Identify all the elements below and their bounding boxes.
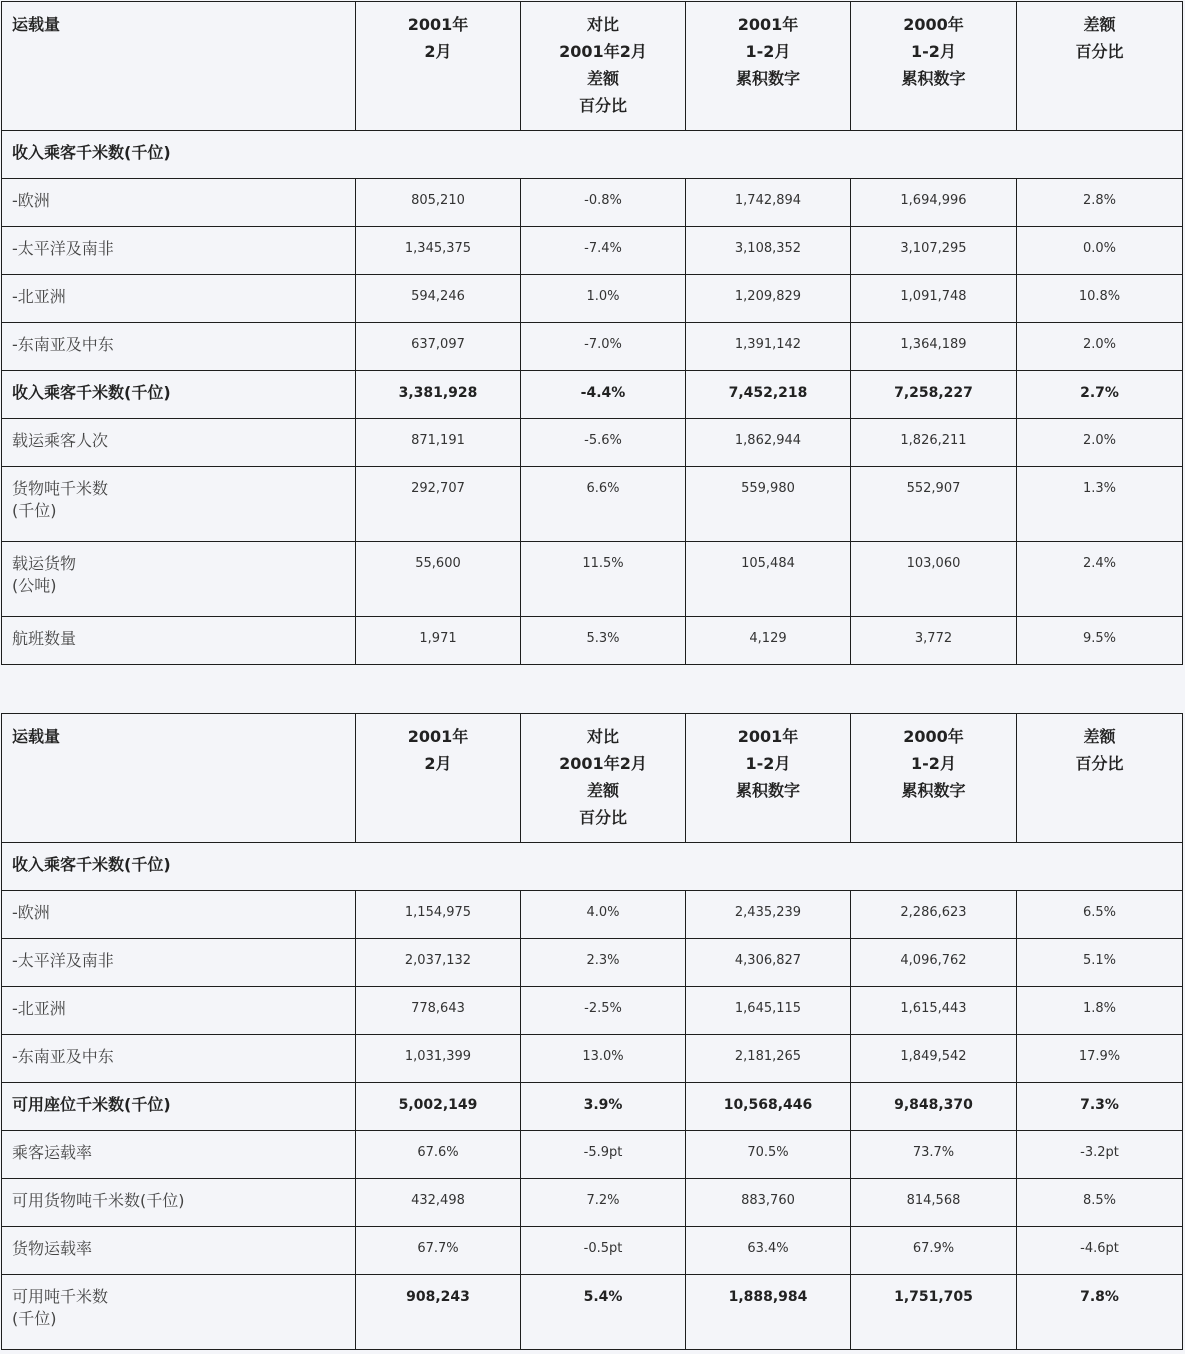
value-cell: 871,191 [356, 419, 521, 467]
header-cell: 2000年 1-2月 累积数字 [851, 714, 1017, 843]
value-cell: -5.9pt [521, 1131, 686, 1179]
value-cell: 1,971 [356, 617, 521, 665]
value-cell: 7.8% [1017, 1275, 1183, 1350]
row-label: 可用吨千米数 (千位) [2, 1275, 356, 1350]
value-cell: 2,037,132 [356, 939, 521, 987]
header-cell: 2001年 1-2月 累积数字 [686, 714, 851, 843]
value-cell: 1,645,115 [686, 987, 851, 1035]
header-row [2, 2, 1183, 131]
value-cell: 1,742,894 [686, 179, 851, 227]
value-cell: 1,091,748 [851, 275, 1017, 323]
value-cell: 5.4% [521, 1275, 686, 1350]
value-cell: 103,060 [851, 542, 1017, 617]
value-cell: 3,381,928 [356, 371, 521, 419]
value-cell: 105,484 [686, 542, 851, 617]
value-cell: 4,096,762 [851, 939, 1017, 987]
value-cell: 2,181,265 [686, 1035, 851, 1083]
value-cell: 292,707 [356, 467, 521, 542]
value-cell: 55,600 [356, 542, 521, 617]
value-cell: 805,210 [356, 179, 521, 227]
value-cell: 8.5% [1017, 1179, 1183, 1227]
table-row [2, 987, 1183, 1035]
row-label: 载运货物 (公吨) [2, 542, 356, 617]
value-cell: 1.3% [1017, 467, 1183, 542]
value-cell: 13.0% [521, 1035, 686, 1083]
row-label: 可用货物吨千米数(千位) [2, 1179, 356, 1227]
value-cell: 1,031,399 [356, 1035, 521, 1083]
row-label: -东南亚及中东 [2, 1035, 356, 1083]
value-cell: 10,568,446 [686, 1083, 851, 1131]
table-row [2, 467, 1183, 542]
row-label: 收入乘客千米数(千位) [2, 371, 356, 419]
value-cell: -0.5pt [521, 1227, 686, 1275]
header-cell: 运载量 [2, 2, 356, 131]
value-cell: 63.4% [686, 1227, 851, 1275]
total-row [2, 371, 1183, 419]
value-cell: 1,209,829 [686, 275, 851, 323]
value-cell: 1.0% [521, 275, 686, 323]
value-cell: 778,643 [356, 987, 521, 1035]
table-row [2, 939, 1183, 987]
value-cell: 5.3% [521, 617, 686, 665]
value-cell: 2.8% [1017, 179, 1183, 227]
value-cell: -0.8% [521, 179, 686, 227]
value-cell: 2,435,239 [686, 891, 851, 939]
value-cell: 3.9% [521, 1083, 686, 1131]
value-cell: 1,849,542 [851, 1035, 1017, 1083]
value-cell: 1,888,984 [686, 1275, 851, 1350]
value-cell: 883,760 [686, 1179, 851, 1227]
table-row [2, 323, 1183, 371]
row-label: -太平洋及南非 [2, 227, 356, 275]
value-cell: 1,862,944 [686, 419, 851, 467]
row-label: 可用座位千米数(千位) [2, 1083, 356, 1131]
value-cell: 11.5% [521, 542, 686, 617]
value-cell: 0.0% [1017, 227, 1183, 275]
traffic-table-1 [1, 1, 1183, 665]
value-cell: -7.4% [521, 227, 686, 275]
header-cell: 对比 2001年2月 差额 百分比 [521, 714, 686, 843]
section-title: 收入乘客千米数(千位) [2, 843, 1183, 891]
value-cell: 7.3% [1017, 1083, 1183, 1131]
row-label: -北亚洲 [2, 987, 356, 1035]
header-cell: 2001年 2月 [356, 2, 521, 131]
value-cell: 1,391,142 [686, 323, 851, 371]
value-cell: 814,568 [851, 1179, 1017, 1227]
row-label: 载运乘客人次 [2, 419, 356, 467]
value-cell: 4.0% [521, 891, 686, 939]
row-label: -北亚洲 [2, 275, 356, 323]
value-cell: 1,364,189 [851, 323, 1017, 371]
table-row [2, 275, 1183, 323]
header-cell: 2001年 1-2月 累积数字 [686, 2, 851, 131]
table-row [2, 542, 1183, 617]
table-row [2, 1131, 1183, 1179]
total-row [2, 1083, 1183, 1131]
value-cell: 2.7% [1017, 371, 1183, 419]
header-cell: 对比 2001年2月 差额 百分比 [521, 2, 686, 131]
section-title: 收入乘客千米数(千位) [2, 131, 1183, 179]
header-cell: 2001年 2月 [356, 714, 521, 843]
row-label: -太平洋及南非 [2, 939, 356, 987]
value-cell: 67.9% [851, 1227, 1017, 1275]
value-cell: 2.0% [1017, 419, 1183, 467]
value-cell: 3,772 [851, 617, 1017, 665]
table-row [2, 1035, 1183, 1083]
value-cell: 9,848,370 [851, 1083, 1017, 1131]
header-cell: 2000年 1-2月 累积数字 [851, 2, 1017, 131]
header-cell: 运载量 [2, 714, 356, 843]
value-cell: 552,907 [851, 467, 1017, 542]
value-cell: 67.7% [356, 1227, 521, 1275]
value-cell: 6.6% [521, 467, 686, 542]
value-cell: 1,345,375 [356, 227, 521, 275]
value-cell: -4.6pt [1017, 1227, 1183, 1275]
value-cell: 10.8% [1017, 275, 1183, 323]
value-cell: 7,258,227 [851, 371, 1017, 419]
row-label: 货物吨千米数 (千位) [2, 467, 356, 542]
value-cell: 1,826,211 [851, 419, 1017, 467]
value-cell: 1,154,975 [356, 891, 521, 939]
table-row [2, 179, 1183, 227]
value-cell: 1,694,996 [851, 179, 1017, 227]
value-cell: 2.4% [1017, 542, 1183, 617]
header-cell: 差额 百分比 [1017, 2, 1183, 131]
table-row [2, 227, 1183, 275]
row-label: -欧洲 [2, 891, 356, 939]
table-row [2, 891, 1183, 939]
value-cell: 432,498 [356, 1179, 521, 1227]
total-row [2, 1275, 1183, 1350]
value-cell: 6.5% [1017, 891, 1183, 939]
row-label: -欧洲 [2, 179, 356, 227]
value-cell: 3,108,352 [686, 227, 851, 275]
value-cell: -2.5% [521, 987, 686, 1035]
value-cell: 4,129 [686, 617, 851, 665]
value-cell: 3,107,295 [851, 227, 1017, 275]
value-cell: 7,452,218 [686, 371, 851, 419]
value-cell: 2.0% [1017, 323, 1183, 371]
table-row [2, 617, 1183, 665]
value-cell: -4.4% [521, 371, 686, 419]
value-cell: 73.7% [851, 1131, 1017, 1179]
row-label: 乘客运载率 [2, 1131, 356, 1179]
table-row [2, 1179, 1183, 1227]
value-cell: 9.5% [1017, 617, 1183, 665]
row-label: -东南亚及中东 [2, 323, 356, 371]
row-label: 航班数量 [2, 617, 356, 665]
value-cell: 67.6% [356, 1131, 521, 1179]
value-cell: 2,286,623 [851, 891, 1017, 939]
value-cell: 1,751,705 [851, 1275, 1017, 1350]
value-cell: 637,097 [356, 323, 521, 371]
table-row [2, 419, 1183, 467]
table-row [2, 1227, 1183, 1275]
value-cell: 70.5% [686, 1131, 851, 1179]
value-cell: -7.0% [521, 323, 686, 371]
value-cell: 5.1% [1017, 939, 1183, 987]
section-row [2, 843, 1183, 891]
value-cell: 559,980 [686, 467, 851, 542]
value-cell: 5,002,149 [356, 1083, 521, 1131]
value-cell: 594,246 [356, 275, 521, 323]
value-cell: 17.9% [1017, 1035, 1183, 1083]
value-cell: 7.2% [521, 1179, 686, 1227]
row-label: 货物运载率 [2, 1227, 356, 1275]
header-row [2, 714, 1183, 843]
value-cell: -5.6% [521, 419, 686, 467]
value-cell: 2.3% [521, 939, 686, 987]
section-row [2, 131, 1183, 179]
value-cell: 1,615,443 [851, 987, 1017, 1035]
value-cell: 4,306,827 [686, 939, 851, 987]
value-cell: 1.8% [1017, 987, 1183, 1035]
header-cell: 差额 百分比 [1017, 714, 1183, 843]
value-cell: -3.2pt [1017, 1131, 1183, 1179]
traffic-table-2 [1, 713, 1183, 1350]
value-cell: 908,243 [356, 1275, 521, 1350]
